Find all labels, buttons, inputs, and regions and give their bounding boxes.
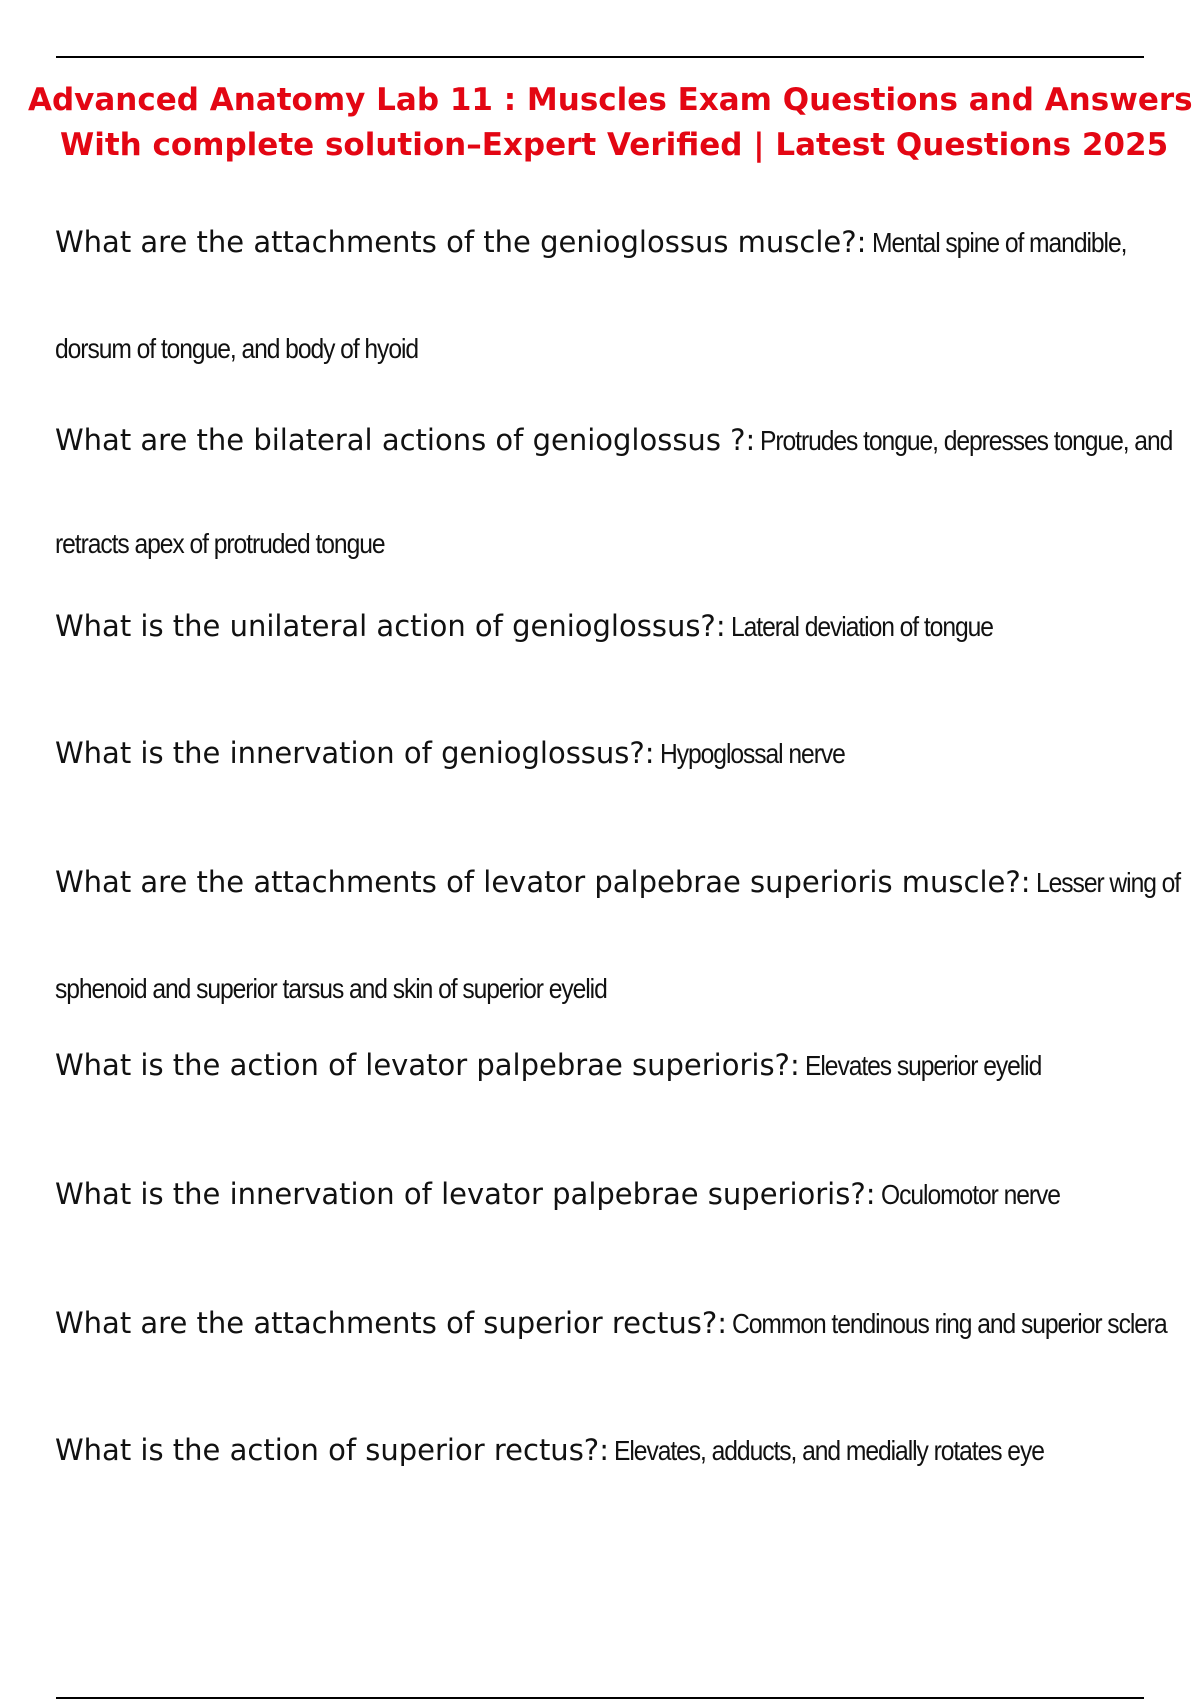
question-text: What are the attachments of levator palpebrae superioris muscle?:: [55, 865, 1031, 899]
top-divider: [56, 56, 1144, 58]
answer-text: Lesser wing of: [1035, 867, 1180, 898]
qa-item-9: [55, 1433, 1200, 1467]
answer-text: Common tendinous ring and superior sclera: [732, 1308, 1167, 1339]
question-text: What is the unilateral action of genioglossus?:: [55, 609, 726, 643]
answer-text: Oculomotor nerve: [880, 1179, 1060, 1210]
answer-text: Elevates, adducts, and medially rotates eye: [614, 1435, 1044, 1466]
answer-continuation: sphenoid and superior tarsus and skin of superior eyelid: [55, 973, 607, 1004]
answer-continuation: retracts apex of protruded tongue: [55, 528, 385, 559]
answer-text: Elevates superior eyelid: [804, 1050, 1042, 1081]
answer-text: Mental spine of mandible,: [871, 227, 1126, 258]
answer-text: Hypoglossal nerve: [659, 738, 845, 769]
qa-item-3: [55, 609, 1200, 643]
qa-item-8: [55, 1306, 1200, 1340]
title-line-2: With complete solution–Expert Verified | Latest Questions 2025: [60, 127, 1169, 163]
answer-text: Lateral deviation of tongue: [730, 611, 993, 642]
question-text: What are the attachments of superior rectus?:: [55, 1306, 727, 1340]
question-text: What are the attachments of the genioglossus muscle?:: [55, 225, 867, 259]
qa-item-5: [55, 865, 1200, 1004]
answer-text: Protrudes tongue, depresses tongue, and: [760, 425, 1173, 456]
qa-item-2: [55, 423, 1200, 559]
qa-item-6: [55, 1048, 1200, 1082]
title-line-1: Advanced Anatomy Lab 11 : Muscles Exam Questions and Answers: [28, 82, 1193, 118]
question-text: What is the innervation of genioglossus?:: [55, 736, 655, 770]
qa-item-4: [55, 736, 1200, 770]
question-text: What are the bilateral actions of genioglossus ?:: [55, 423, 756, 457]
answer-continuation: dorsum of tongue, and body of hyoid: [55, 333, 419, 364]
question-text: What is the action of superior rectus?:: [55, 1433, 609, 1467]
qa-item-1: [55, 225, 1200, 364]
bottom-divider: [56, 1697, 1144, 1699]
qa-item-7: [55, 1177, 1200, 1211]
question-text: What is the action of levator palpebrae superioris?:: [55, 1048, 800, 1082]
question-text: What is the innervation of levator palpebrae superioris?:: [55, 1177, 876, 1211]
